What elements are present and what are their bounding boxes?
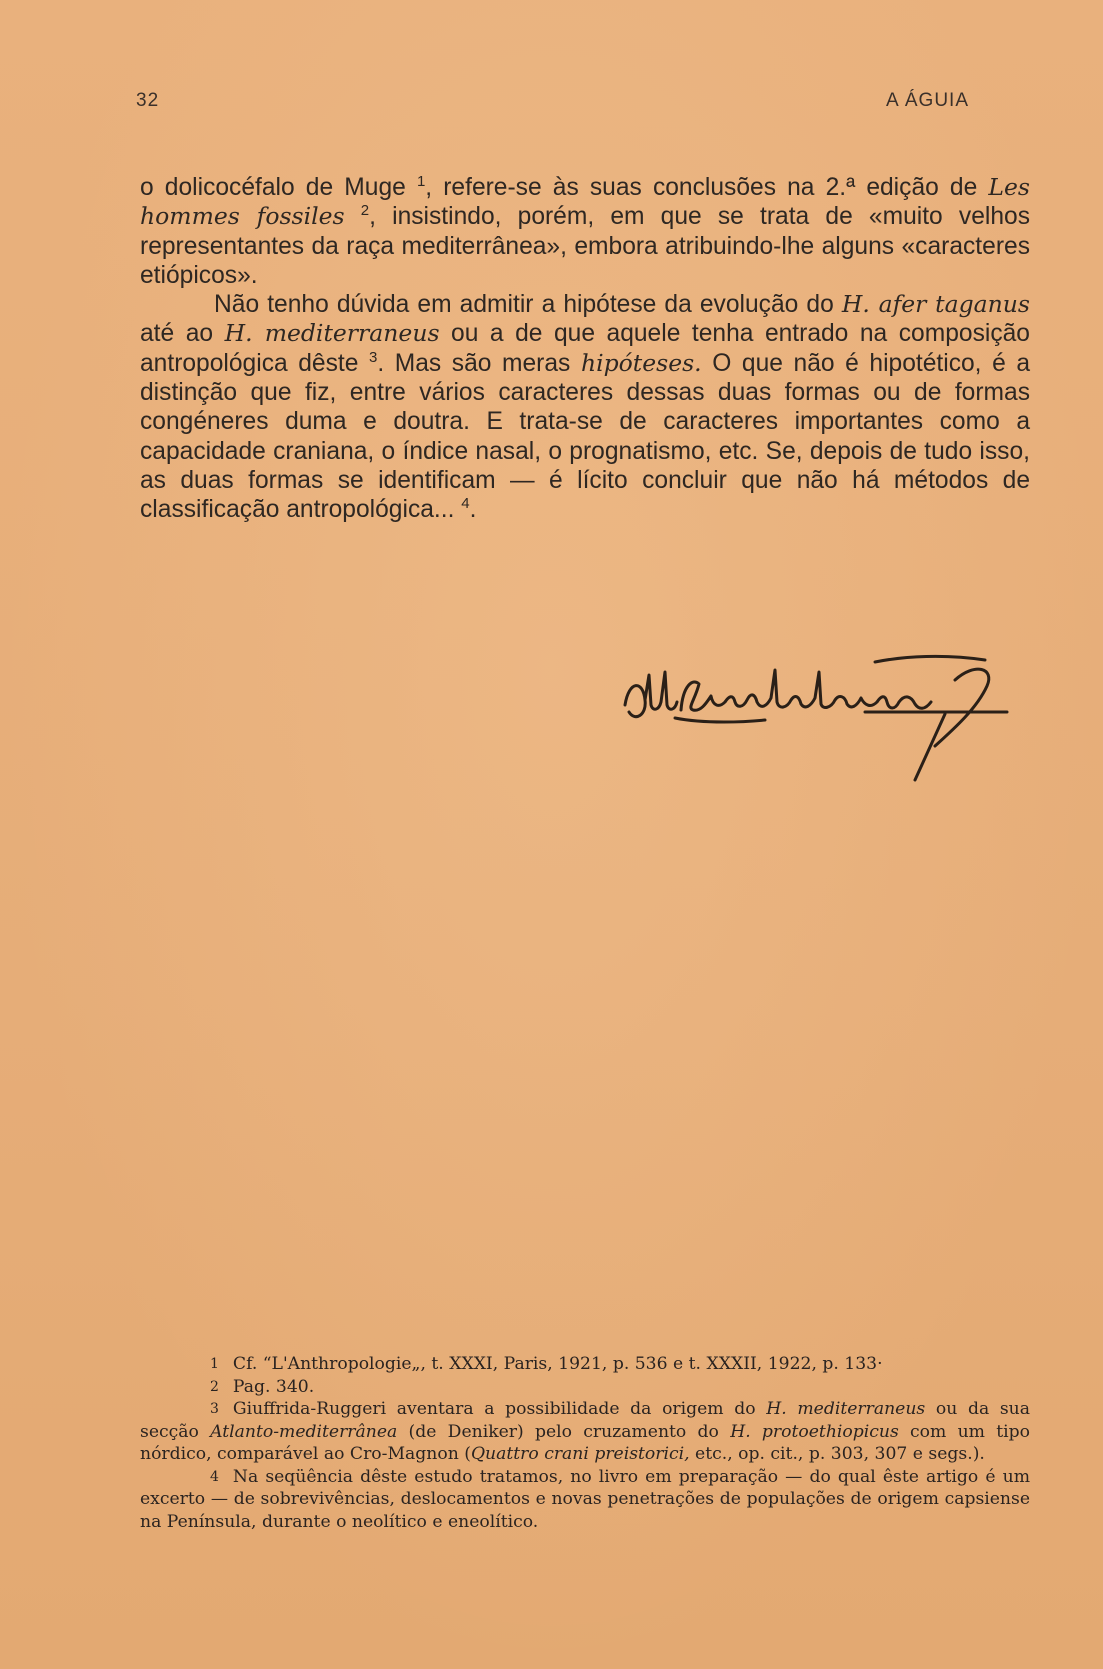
footnote-ref-4[interactable]: 4 [461,495,470,513]
footnote-number: 3 [210,1401,219,1417]
text-span: (de Deniker) pelo cruzamento do [397,1421,731,1442]
footnote-text: Na seqüência dêste estudo tratamos, no livro em preparação — do qual êste artigo é um excerto — de sobrevivências, deslocamentos e novas penetrações de populações de origem capsiense na Península, durante o neolítico e eneolítico. [140,1466,1030,1532]
footnote-2 [140,1376,1030,1399]
text-span: Não tenho dúvida em admitir a hipótese da evolução do [214,291,842,319]
paragraph-1 [140,173,1030,290]
footnote-text: Pag. 340. [232,1376,315,1397]
species-name: H. protoethiopicus [730,1421,899,1442]
footnote-1 [140,1353,1030,1376]
cited-work: Quattro crani preistorici, [470,1444,690,1464]
footnote-ref-1[interactable]: 1 [416,172,426,190]
text-span: , insistindo, porém, em que se trata de «muito velhos representantes da raça mediterrânea», embora atribuindo-lhe alguns «caracteres etiópicos». [140,203,1030,289]
footnote-number: 4 [210,1468,219,1485]
species-name: H. mediterraneus [766,1399,926,1419]
text-span: . [469,496,477,524]
page-number: 32 [136,90,160,111]
footnote-text: Cf. “L'Anthropologie„, t. XXXI, Paris, 1921, p. 536 e t. XXXII, 1922, p. 133· [232,1354,883,1374]
emphasis: hipóteses. [580,348,702,377]
text-span: Giuffrida-Ruggeri aventara a possibilidade da origem do [232,1399,767,1419]
text-span: ou a de que aquele tenha entrado na composição antropológica dêste [140,320,1030,377]
footnote-ref-3[interactable]: 3 [369,348,378,366]
text-span: ou da sua secção [140,1399,1030,1442]
paragraph-2 [140,290,1030,524]
handwritten-signature [615,650,1015,810]
text-span: O que não é hipotético, é a distinção que fiz, entre vários caracteres dessas duas formas ou de formas congéneres duma e doutra. E trata-se de caracteres importantes como a capacidade craniana, o índice nasal, o prognatismo, etc. Se, depois de tudo isso, as duas formas se identificam — é lícito concluir que não há métodos de classificação antropológica... [140,349,1031,524]
book-title: Les hommes fossiles [140,173,1030,231]
species-name: H. afer taganus [841,290,1030,319]
text-span: com um tipo nórdico, comparável ao Cro-Magnon ( [140,1421,1030,1464]
text-span: . Mas são meras [377,349,581,377]
footnotes [140,1353,1030,1533]
section-name: Atlanto-mediterrânea [210,1421,398,1442]
footnote-4 [140,1466,1030,1534]
journal-title: A ÁGUIA [885,90,969,111]
text-span: até ao [140,320,225,348]
footnote-number: 2 [210,1378,219,1395]
footnote-ref-2[interactable]: 2 [360,202,370,220]
text-span: o dolicocéfalo de Muge [140,174,417,201]
running-header [136,90,969,112]
footnote-3 [140,1398,1030,1466]
footnote-number: 1 [210,1356,219,1372]
main-text [140,173,1030,525]
text-span: , refere-se às suas conclusões na 2.ª edição de [425,174,989,201]
text-span: etc., op. cit., p. 303, 307 e segs.). [689,1444,985,1464]
species-name: H. mediterraneus [224,319,440,348]
